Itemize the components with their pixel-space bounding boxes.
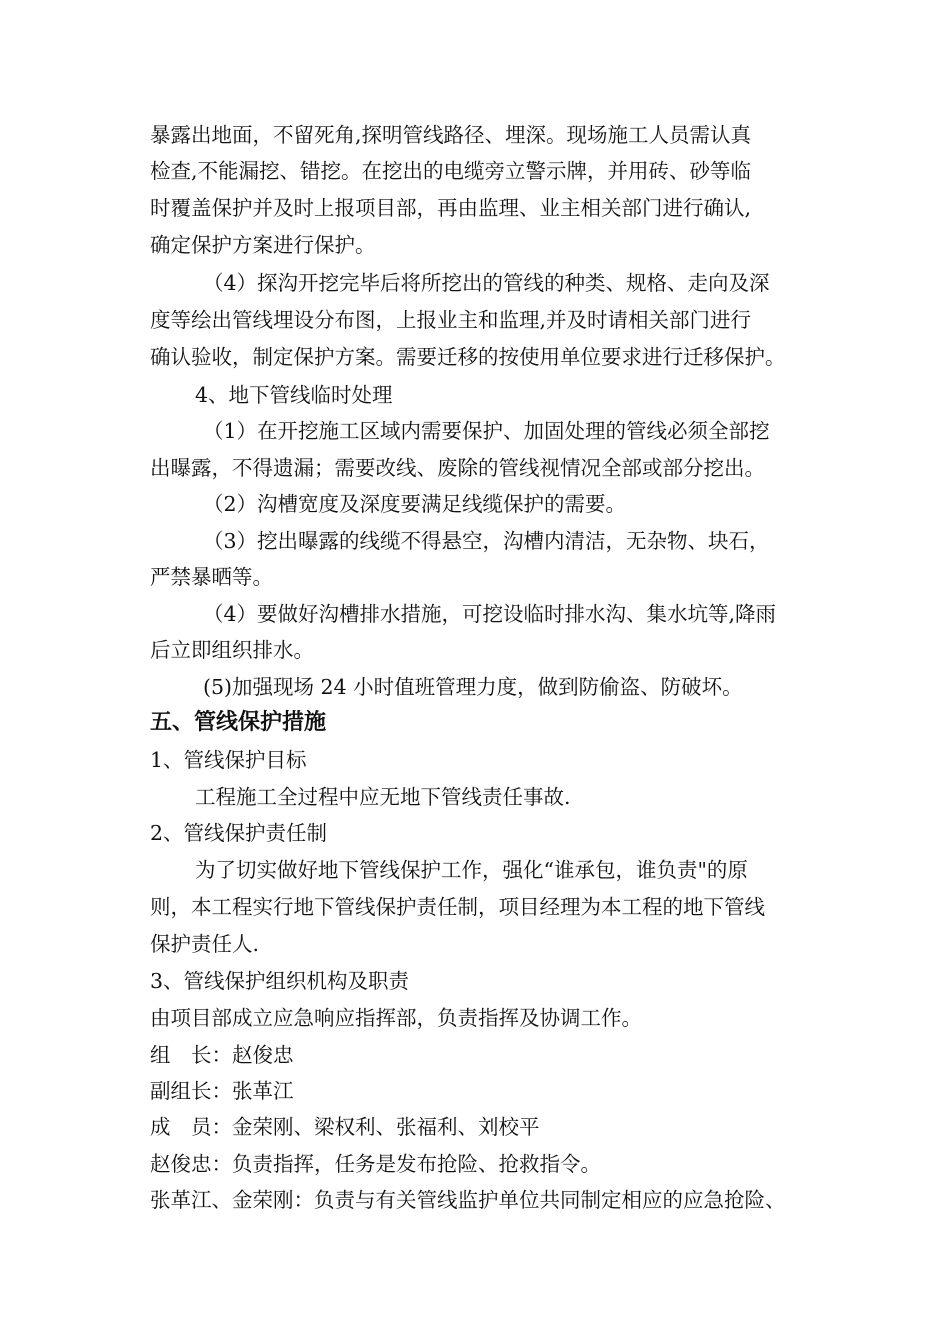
paragraph-line: 检查,不能漏挖、错挖。在挖出的电缆旁立警示牌，并用砖、砂等临 (150, 159, 752, 183)
paragraph-line: （1）在开挖施工区域内需要保护、加固处理的管线必须全部挖 (203, 419, 770, 443)
paragraph-line: （4）探沟开挖完毕后将所挖出的管线的种类、规格、走向及深 (203, 271, 770, 295)
paragraph-line: 由项目部成立应急响应指挥部，负责指挥及协调工作。 (150, 1006, 642, 1030)
paragraph-line: 暴露出地面，不留死角,探明管线路径、埋深。现场施工人员需认真 (150, 123, 752, 147)
subsection-heading: 1、管线保护目标 (150, 748, 307, 772)
paragraph-line: 出曝露，不得遗漏；需要改线、废除的管线视情况全部或部分挖出。 (150, 456, 765, 480)
paragraph-line: 工程施工全过程中应无地下管线责任事故. (195, 785, 571, 809)
paragraph-line: （3）挖出曝露的线缆不得悬空，沟槽内清洁，无杂物、块石， (203, 529, 770, 553)
paragraph-line: 时覆盖保护并及时上报项目部，再由监理、业主相关部门进行确认, (150, 196, 752, 220)
paragraph-line: 赵俊忠：负责指挥，任务是发布抢险、抢救指令。 (150, 1152, 601, 1176)
paragraph-line: (5)加强现场 24 小时值班管理力度，做到防偷盗、防破坏。 (203, 675, 743, 699)
subsection-heading: 3、管线保护组织机构及职责 (150, 969, 410, 993)
paragraph-line: 确定保护方案进行保护。 (150, 233, 376, 257)
subsection-heading: 4、地下管线临时处理 (195, 383, 393, 407)
paragraph-line: （4）要做好沟槽排水措施，可挖设临时排水沟、集水坑等,降雨 (203, 602, 777, 626)
subsection-heading: 2、管线保护责任制 (150, 821, 328, 845)
paragraph-line: 组 长：赵俊忠 (150, 1043, 294, 1067)
paragraph-line: 为了切实做好地下管线保护工作，强化“谁承包，谁负责"的原 (195, 858, 748, 882)
paragraph-line: 严禁暴晒等。 (150, 565, 273, 589)
paragraph-line: （2）沟槽宽度及深度要满足线缆保护的需要。 (203, 492, 627, 516)
paragraph-line: 保护责任人. (150, 932, 260, 956)
paragraph-line: 副组长：张革江 (150, 1079, 294, 1103)
paragraph-line: 度等绘出管线埋设分布图，上报业主和监理,并及时请相关部门进行 (150, 308, 752, 332)
paragraph-line: 成 员：金荣刚、梁权利、张福利、刘校平 (150, 1115, 540, 1139)
paragraph-line: 后立即组织排水。 (150, 638, 314, 662)
paragraph-line: 张革江、金荣刚：负责与有关管线监护单位共同制定相应的应急抢险、 (150, 1188, 786, 1212)
section-heading: 五、管线保护措施 (150, 710, 327, 735)
paragraph-line: 确认验收，制定保护方案。需要迁移的按使用单位要求进行迁移保护。 (150, 345, 786, 369)
paragraph-line: 则，本工程实行地下管线保护责任制，项目经理为本工程的地下管线 (150, 895, 765, 919)
